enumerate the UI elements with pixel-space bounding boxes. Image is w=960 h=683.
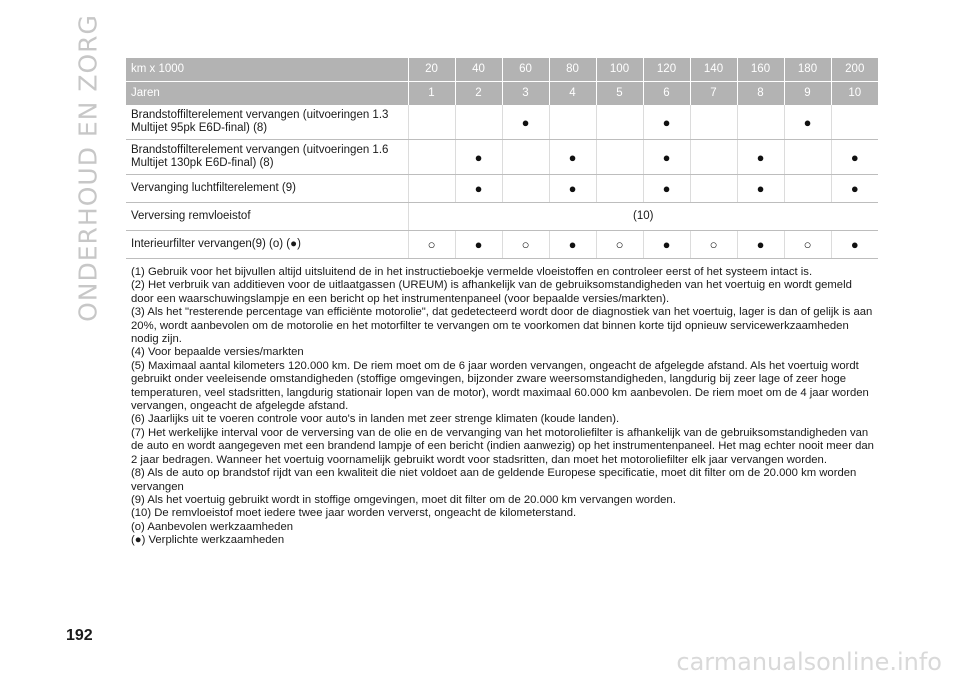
- table-row: [126, 140, 878, 175]
- schedule-cell: ○: [784, 231, 831, 259]
- footnote: (9) Als het voertuig gebruikt wordt in stoffige omgevingen, moet dit filter om de 20.000 km vervangen worden.: [131, 493, 676, 506]
- row-label: Vervanging luchtfilterelement (9): [126, 175, 408, 203]
- header-year-cell: 1: [408, 82, 455, 106]
- row-label-line: Brandstoffilterelement vervangen (uitvoeringen 1.6: [131, 144, 389, 156]
- schedule-cell: [690, 140, 737, 175]
- header-km-cell: 140: [690, 58, 737, 82]
- footnote: (●) Verplichte werkzaamheden: [131, 534, 285, 547]
- schedule-cell: [502, 175, 549, 203]
- schedule-cell: ●: [455, 175, 502, 203]
- footnote: (2) Het verbruik van additieven voor de uitlaatgassen (UREUM) is afhankelijk van de gebruiksomstandigheden van het voertuig en wordt gemeld door een waarschuwingslampje en een bericht op het instrumentenpaneel (voor bepaalde versies/markten).: [131, 279, 852, 305]
- footnote: (3) Als het "resterende percentage van efficiënte motorolie", dat gedetecteerd wordt door de diagnostiek van het voertuig, lager is dan of gelijk is aan 20%, wordt aanbevolen om de motorolie en het motorfilter te vervangen om te voorkomen dat binnen korte tijd opnieuw servicewerkzaamheden nodig zijn.: [131, 306, 873, 346]
- row-label-line: Brandstoffilterelement vervangen (uitvoeringen 1.3: [131, 109, 389, 121]
- schedule-cell: ○: [690, 231, 737, 259]
- watermark: carmanualsonline.info: [676, 648, 942, 676]
- header-km-cell: 120: [643, 58, 690, 82]
- header-km-cell: 80: [549, 58, 596, 82]
- footnote: (10) De remvloeistof moet iedere twee jaar worden ververst, ongeacht de kilometerstand.: [131, 507, 577, 520]
- header-km-cell: 160: [737, 58, 784, 82]
- header-km-cell: 60: [502, 58, 549, 82]
- header-years-label: Jaren: [126, 82, 408, 106]
- table-row: [126, 203, 878, 231]
- footnote: (6) Jaarlijks uit te voeren controle voor auto's in landen met zeer strenge klimaten (koude landen).: [131, 413, 620, 426]
- schedule-cell: [690, 175, 737, 203]
- footnote: (8) Als de auto op brandstof rijdt van een kwaliteit die niet voldoet aan de geldende Europese specificatie, moet dit filter om de 20.000 km worden vervangen: [131, 467, 857, 493]
- schedule-cell: ○: [408, 231, 455, 259]
- footnote: (7) Het werkelijke interval voor de verversing van de olie en de vervanging van het motoroliefilter is afhankelijk van de gebruiksomstandigheden van de auto en wordt aangegeven met een brandend lampje of een bericht (indien aanwezig) op het instrumentenpaneel. Het mag echter nooit meer dan 2 jaar bedragen. Wanneer het voertuig voornamelijk gebruikt wordt voor stadsritten, dan moet het motoroliefilter elk jaar vervangen worden.: [131, 426, 874, 466]
- section-side-title: [66, 14, 110, 322]
- row-label: Interieurfilter vervangen(9) (o) (●): [126, 231, 408, 259]
- schedule-cell: [737, 105, 784, 140]
- schedule-cell: ●: [737, 140, 784, 175]
- schedule-span-note: (10): [408, 203, 878, 231]
- schedule-cell: ○: [502, 231, 549, 259]
- section-side-title-text: ONDERHOUD EN ZORG: [73, 14, 103, 322]
- schedule-cell: [784, 175, 831, 203]
- row-label: [126, 105, 408, 140]
- schedule-cell: [408, 140, 455, 175]
- maintenance-schedule-table: [126, 58, 878, 259]
- schedule-cell: ●: [643, 105, 690, 140]
- schedule-cell: ●: [831, 140, 878, 175]
- schedule-cell: [408, 175, 455, 203]
- schedule-cell: ○: [596, 231, 643, 259]
- schedule-cell: ●: [455, 231, 502, 259]
- header-year-cell: 8: [737, 82, 784, 106]
- header-year-cell: 4: [549, 82, 596, 106]
- table-row: [126, 105, 878, 140]
- schedule-cell: [549, 105, 596, 140]
- row-label: Verversing remvloeistof: [126, 203, 408, 231]
- header-km-cell: 100: [596, 58, 643, 82]
- schedule-cell: ●: [831, 231, 878, 259]
- row-label: [126, 140, 408, 175]
- footnotes: [131, 266, 876, 548]
- schedule-cell: ●: [737, 175, 784, 203]
- schedule-cell: [690, 105, 737, 140]
- schedule-cell: ●: [549, 140, 596, 175]
- row-label-line: Multijet 95pk E6D-final) (8): [131, 122, 268, 134]
- header-year-cell: 2: [455, 82, 502, 106]
- footnote: (4) Voor bepaalde versies/markten: [131, 346, 304, 359]
- schedule-cell: ●: [643, 231, 690, 259]
- schedule-cell: [596, 175, 643, 203]
- header-year-cell: 3: [502, 82, 549, 106]
- row-label-line: Multijet 130pk E6D-final) (8): [131, 157, 274, 169]
- schedule-cell: ●: [831, 175, 878, 203]
- schedule-cell: [831, 105, 878, 140]
- schedule-cell: ●: [455, 140, 502, 175]
- header-km-cell: 40: [455, 58, 502, 82]
- header-row-km: [126, 58, 878, 82]
- header-year-cell: 10: [831, 82, 878, 106]
- schedule-cell: ●: [549, 175, 596, 203]
- footnote: (5) Maximaal aantal kilometers 120.000 km. De riem moet om de 6 jaar worden vervangen, ongeacht de afgelegde afstand. Als het voertuig wordt gebruikt onder veeleisende omstandigheden (stoffige omgevingen, bijzonder zware weersomstandigheden, langdurig bij zeer lage of zeer hoge temperaturen, veel stadsritten, langdurig stationair lopen van de motor), wordt maximaal 60.000 km aanbevolen. De riem moet om de 4 jaar worden vervangen, ongeacht de afgelegde afstand.: [131, 359, 869, 413]
- header-year-cell: 5: [596, 82, 643, 106]
- schedule-cell: ●: [784, 105, 831, 140]
- header-km-cell: 20: [408, 58, 455, 82]
- schedule-cell: ●: [502, 105, 549, 140]
- header-row-years: [126, 82, 878, 106]
- schedule-cell: ●: [549, 231, 596, 259]
- schedule-cell: [502, 140, 549, 175]
- header-km-cell: 200: [831, 58, 878, 82]
- page-number: 192: [66, 627, 93, 644]
- schedule-cell: ●: [643, 140, 690, 175]
- footnote: (1) Gebruik voor het bijvullen altijd uitsluitend de in het instructieboekje vermelde vloeistoffen en controleer eerst of het systeem intact is.: [131, 266, 813, 278]
- schedule-cell: [408, 105, 455, 140]
- schedule-cell: ●: [737, 231, 784, 259]
- schedule-cell: [455, 105, 502, 140]
- schedule-cell: [784, 140, 831, 175]
- table-row: [126, 231, 878, 259]
- header-km-cell: 180: [784, 58, 831, 82]
- header-year-cell: 7: [690, 82, 737, 106]
- schedule-cell: [596, 140, 643, 175]
- header-km-label: km x 1000: [126, 58, 408, 82]
- schedule-cell: ●: [643, 175, 690, 203]
- table-row: [126, 175, 878, 203]
- header-year-cell: 9: [784, 82, 831, 106]
- footnote: (o) Aanbevolen werkzaamheden: [131, 520, 294, 533]
- schedule-cell: [596, 105, 643, 140]
- header-year-cell: 6: [643, 82, 690, 106]
